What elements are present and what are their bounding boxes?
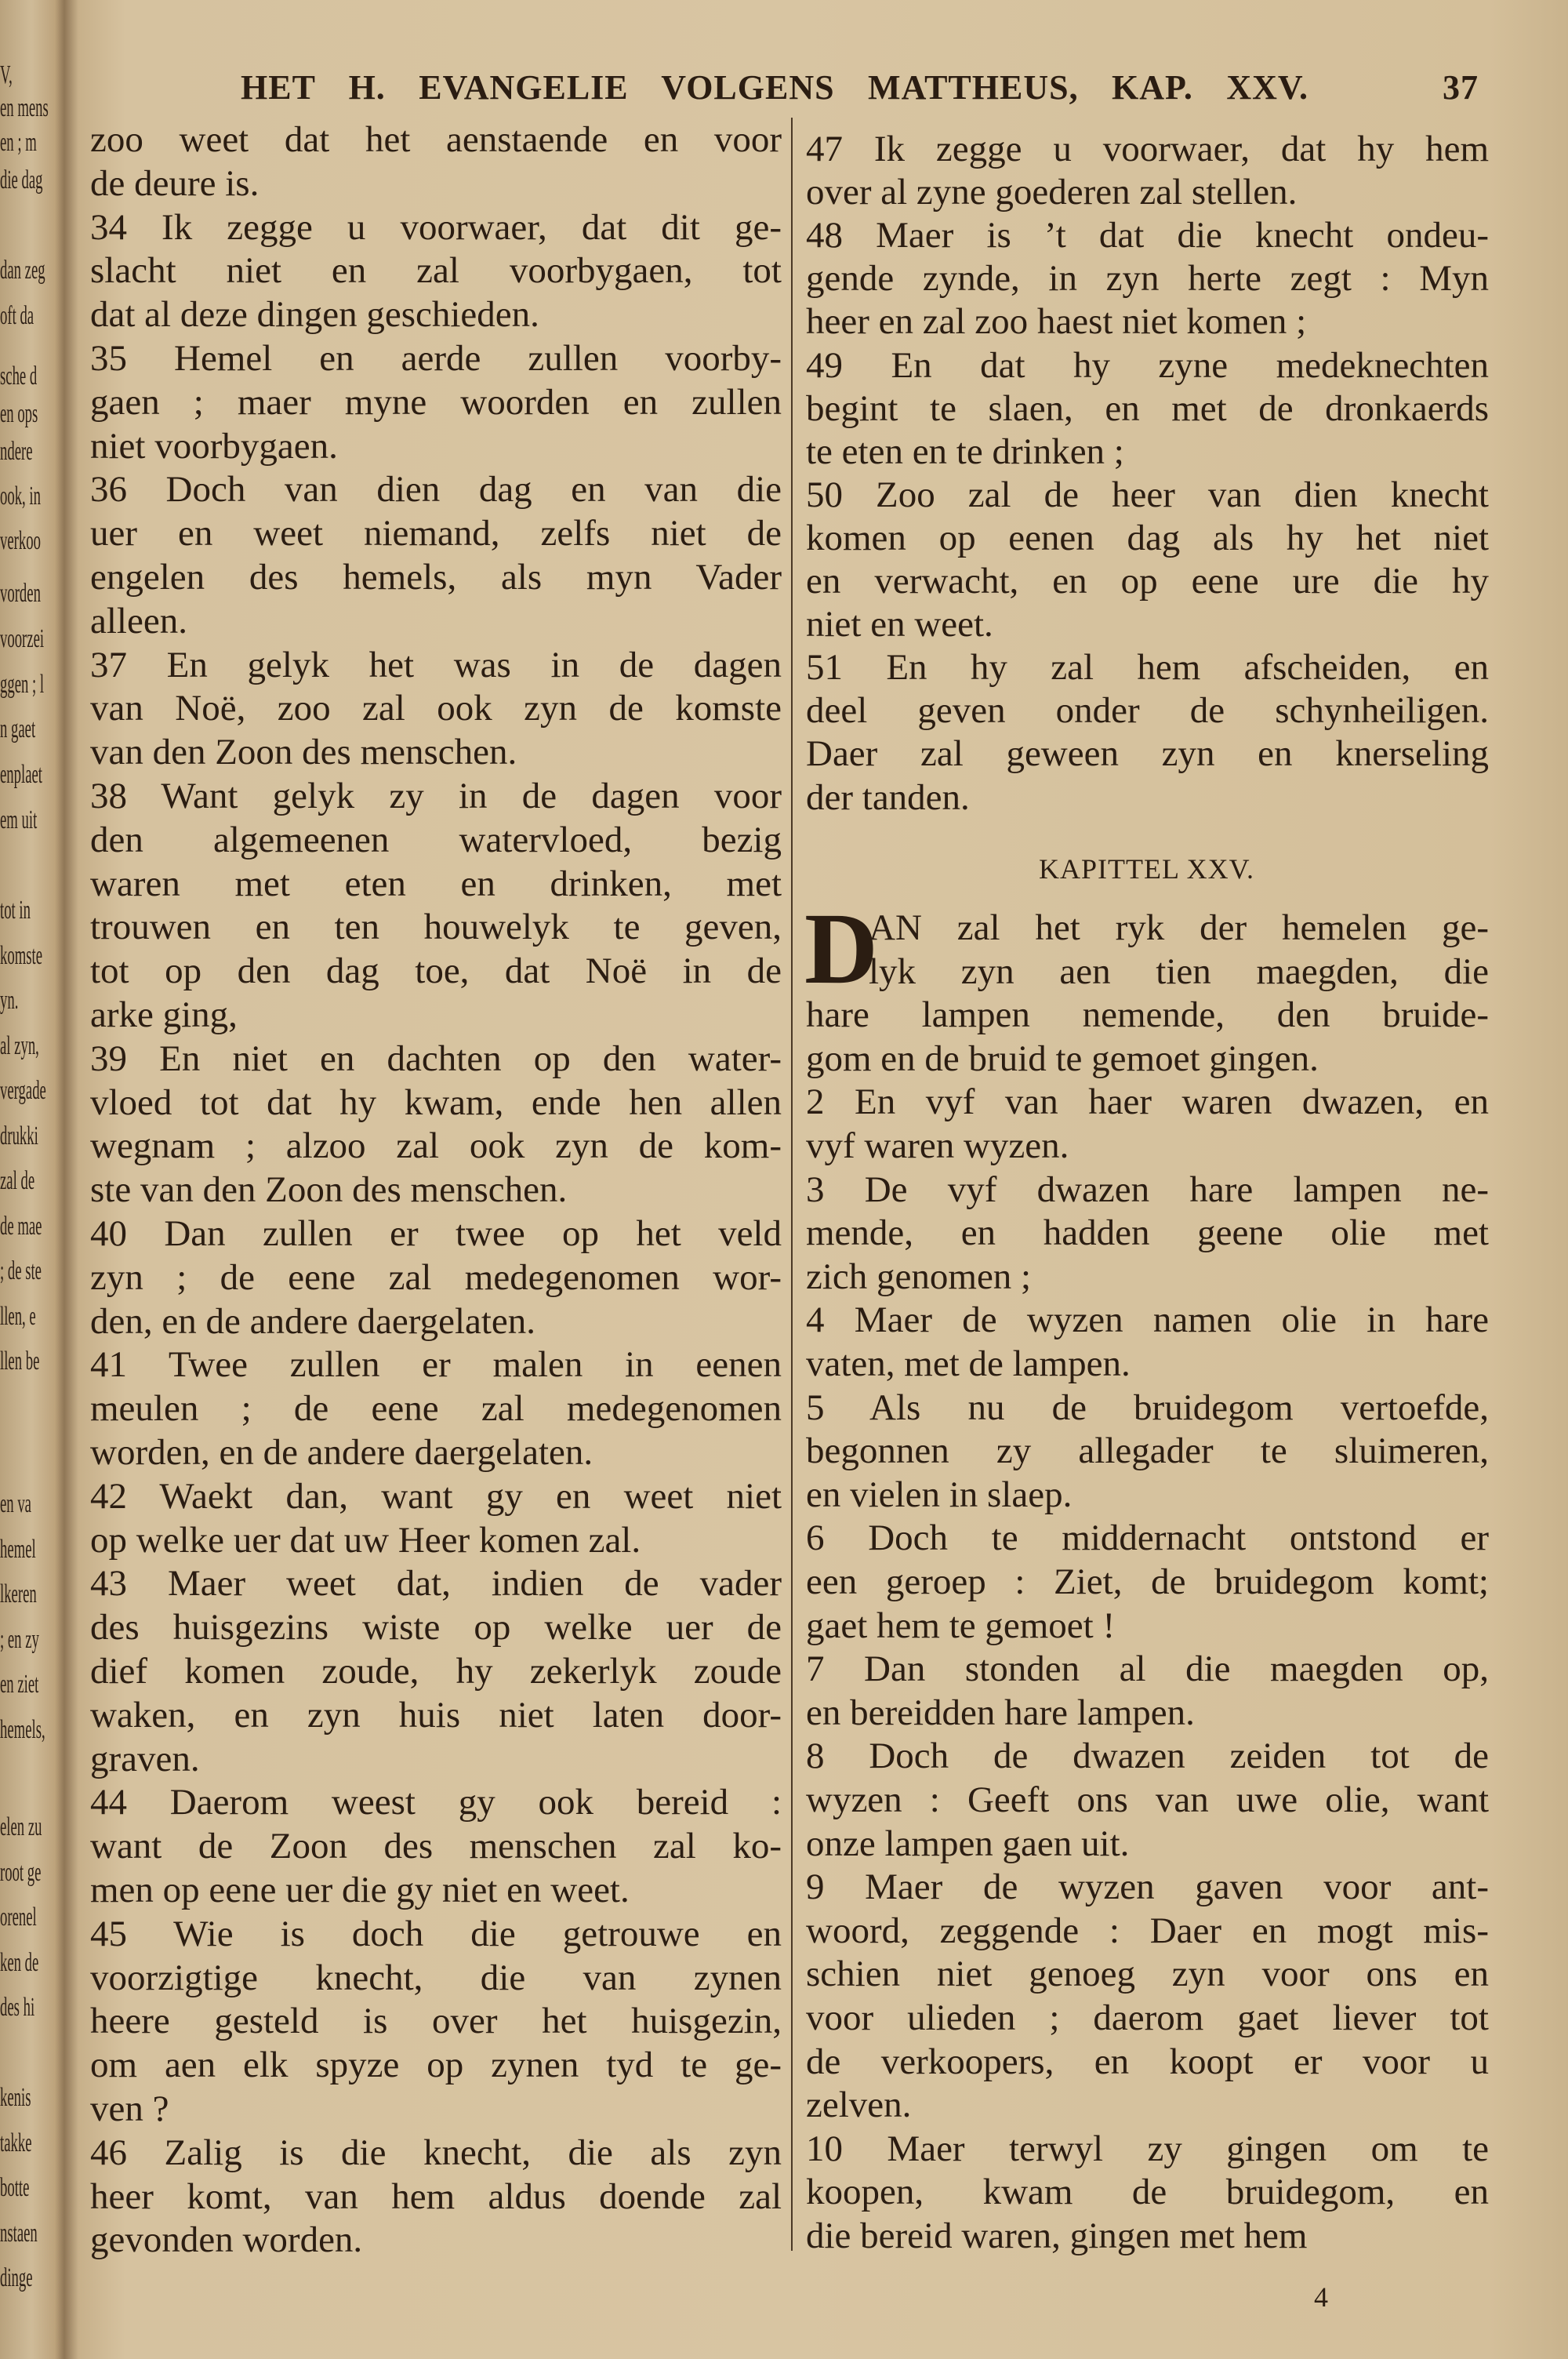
text-line: worden, en de andere daergelaten. [90, 1432, 593, 1473]
verse-line-start: 45 Wie is doch die getrouwe en [90, 1913, 782, 1954]
verse-line-start: 34 Ik zegge u voorwaer, dat dit ge- [90, 206, 782, 248]
facing-page-fragment: llen, e [0, 1302, 36, 1331]
facing-page-fragment: yn. [0, 986, 19, 1015]
facing-page-fragment: die dag [0, 165, 43, 194]
text-line: zyn ; de eene zal medegenomen wor- [90, 1256, 782, 1298]
text-line: gevonden worden. [90, 2219, 363, 2261]
facing-page-fragment: kenis [0, 2083, 31, 2112]
verse-line-start: 5 Als nu de bruidegom vertoefde, [806, 1387, 1489, 1428]
text-line: en vielen in slaep. [806, 1474, 1073, 1515]
text-line: niet voorbygaen. [90, 425, 338, 467]
verse-line-start: 6 Doch te middernacht ontstond er [806, 1518, 1489, 1559]
text-line: arke ging, [90, 994, 238, 1035]
verse-line-start: 3 De vyf dwazen hare lampen ne- [806, 1169, 1489, 1210]
text-line: van Noë, zoo zal ook zyn de komste [90, 688, 782, 729]
facing-page-fragment: vorden [0, 579, 41, 608]
facing-page-fragment: en ops [0, 399, 38, 428]
text-line: slacht niet en zal voorbygaen, tot [90, 250, 782, 292]
text-line: graven. [90, 1738, 200, 1779]
text-line: den, en de andere daergelaten. [90, 1300, 536, 1342]
verse-line-start: 2 En vyf van haer waren dwazen, en [806, 1081, 1489, 1123]
facing-page-fragment: en ; m [0, 128, 37, 157]
verse-line-start: 42 Waekt dan, want gy en weet niet [90, 1475, 782, 1517]
text-line: waren met eten en drinken, met [90, 863, 782, 904]
facing-page-fragment: n gaet [0, 714, 36, 743]
verse-line-start: 40 Dan zullen er twee op het veld [90, 1213, 782, 1254]
facing-page-fragment: takke [0, 2128, 32, 2157]
text-line: uer en weet niemand, zelfs niet de [90, 513, 782, 554]
text-line: op welke uer dat uw Heer komen zal. [90, 1519, 641, 1561]
verse-line-start: 37 En gelyk het was in de dagen [90, 644, 782, 685]
text-line: begint te slaen, en met de dronkaerds [806, 387, 1489, 429]
facing-page-fragment: des hi [0, 1993, 35, 2022]
facing-page-fragment: al zyn, [0, 1031, 39, 1060]
facing-page-fragment: drukki [0, 1121, 38, 1150]
text-line: vyf waren wyzen. [806, 1125, 1069, 1166]
text-line: niet en weet. [806, 604, 993, 645]
verse-line-start: 51 En hy zal hem afscheiden, en [806, 647, 1489, 689]
facing-page-fragment: ndere [0, 437, 33, 466]
text-line: ven ? [90, 2088, 169, 2129]
verse-line-start: 43 Maer weet dat, indien de vader [90, 1563, 782, 1605]
facing-page-fragment: tot in [0, 896, 31, 925]
text-line: engelen des hemels, als myn Vader [90, 557, 782, 598]
text-line: des huisgezins wiste op welke uer de [90, 1607, 782, 1648]
text-line: en bereidden hare lampen. [806, 1692, 1195, 1733]
facing-page-fragment: elen zu [0, 1812, 42, 1841]
verse-line-start: 50 Zoo zal de heer van dien knecht [806, 474, 1489, 515]
facing-page-fragment: en ziet [0, 1670, 39, 1699]
text-line: de deure is. [90, 162, 260, 204]
text-line: tot op den dag toe, dat Noë in de [90, 951, 782, 992]
text-line: die bereid waren, gingen met hem [806, 2215, 1308, 2256]
text-line: der tanden. [806, 776, 970, 818]
verse-line-start: 8 Doch de dwazen zeiden tot de [806, 1736, 1489, 1777]
text-line: voorzigtige knecht, die van zynen [90, 1957, 782, 1998]
facing-page-fragment: hemels, [0, 1715, 45, 1744]
text-line: voor ulieden ; daerom gaet liever tot [806, 1997, 1489, 2038]
text-line: te eten en te drinken ; [806, 431, 1124, 472]
verse-line-start: 48 Maer is ’t dat die knecht ondeu- [806, 215, 1489, 256]
text-line: begonnen zy allegader te sluimeren, [806, 1430, 1489, 1472]
facing-page-fragment: ggen ; l [0, 670, 45, 699]
text-line: alleen. [90, 600, 187, 642]
facing-page-fragment: nstaen [0, 2219, 38, 2248]
facing-page-fragment: sche d [0, 362, 38, 391]
verse-line-start: zoo weet dat het aenstaende en voor [90, 119, 782, 160]
text-line: waken, en zyn huis niet laten door- [90, 1694, 782, 1736]
facing-page-fragment: ; en zy [0, 1625, 39, 1654]
facing-page-fragment: botte [0, 2173, 30, 2202]
facing-page-fragment: hemel [0, 1535, 36, 1564]
facing-page-fragment: voorzei [0, 624, 45, 653]
text-line: mende, en hadden geene olie met [806, 1212, 1489, 1254]
text-line: onze lampen gaen uit. [806, 1823, 1130, 1864]
facing-page-fragment: ook, in [0, 482, 41, 511]
verse-line-start: 49 En dat hy zyne medeknechten [806, 344, 1489, 386]
facing-page-fragment: verkoo [0, 526, 41, 555]
text-line: trouwen en ten houwelyk te geven, [90, 907, 782, 948]
text-line: gende zynde, in zyn herte zegt : Myn [806, 258, 1489, 300]
text-line: de verkoopers, en koopt er voor u [806, 2041, 1489, 2082]
facing-page-fragment: zal de [0, 1166, 35, 1195]
facing-page-fragment: ; de ste [0, 1256, 42, 1285]
facing-page-fragment: lkeren [0, 1579, 37, 1608]
text-line: meulen ; de eene zal medegenomen [90, 1388, 782, 1430]
column-divider [791, 118, 793, 2251]
verse-line-start: 7 Dan stonden al die maegden op, [806, 1648, 1489, 1690]
facing-page-fragment: enplaet [0, 760, 42, 789]
facing-page-fragment: vergade [0, 1076, 46, 1105]
text-line: over al zyne goederen zal stellen. [806, 172, 1298, 213]
text-line: gaet hem te gemoet ! [806, 1605, 1116, 1646]
text-line: heere gesteld is over het huisgezin, [90, 2001, 782, 2042]
facing-page-fragment: oft da [0, 301, 34, 330]
text-line: lyk zyn aen tien maegden, die [869, 951, 1489, 992]
verse-line-start: 41 Twee zullen er malen in eenen [90, 1344, 782, 1386]
text-line: om aen elk spyze op zynen tyd te ge- [90, 2045, 782, 2086]
text-line: zelven. [806, 2085, 912, 2126]
text-line: gom en de bruid te gemoet gingen. [806, 1038, 1319, 1079]
verse-line-start: AN zal het ryk der hemelen ge- [869, 907, 1489, 948]
facing-page-fragment: root ge [0, 1858, 42, 1887]
text-line: koopen, kwam de bruidegom, en [806, 2172, 1489, 2213]
verse-line-start: 47 Ik zegge u voorwaer, dat hy hem [806, 129, 1489, 169]
facing-page-fragment: orenel [0, 1903, 37, 1932]
facing-page-fragment: llen be [0, 1347, 40, 1376]
text-line: en verwacht, en op eene ure die hy [806, 561, 1489, 602]
verse-line-start: 35 Hemel en aerde zullen voorby- [90, 338, 782, 379]
facing-page-fragment: en mens [0, 93, 49, 122]
text-line: woord, zeggende : Daer en mogt mis- [806, 1910, 1489, 1951]
verse-line-start: 39 En niet en dachten op den water- [90, 1038, 782, 1079]
drop-cap: D [804, 892, 878, 1005]
text-line: dief komen zoude, hy zekerlyk zoude [90, 1651, 782, 1692]
page-number: 37 [1443, 68, 1479, 107]
text-line: want de Zoon des menschen zal ko- [90, 1826, 782, 1867]
text-line: men op eene uer die gy niet en weet. [90, 1870, 630, 1910]
text-line: deel geven onder de schynheiligen. [806, 690, 1489, 732]
signature-mark: 4 [1314, 2281, 1328, 2313]
text-line: Daer zal geween zyn en knerseling [806, 733, 1489, 775]
text-line: hare lampen nemende, den bruide- [806, 994, 1489, 1036]
facing-page-fragment: en va [0, 1489, 31, 1518]
facing-page-fragment: komste [0, 941, 43, 970]
verse-line-start: 36 Doch van dien dag en van die [90, 469, 782, 511]
text-line: wyzen : Geeft ons van uwe olie, want [806, 1779, 1489, 1820]
verse-line-start: 46 Zalig is die knecht, die als zyn [90, 2132, 782, 2173]
text-line: komen op eenen dag als hy het niet [806, 517, 1489, 558]
verse-line-start: 10 Maer terwyl zy gingen om te [806, 2128, 1489, 2169]
text-line: van den Zoon des menschen. [90, 732, 517, 773]
text-line: dat al deze dingen geschieden. [90, 294, 539, 336]
text-line: een geroep : Ziet, de bruidegom komt; [806, 1561, 1489, 1602]
chapter-heading: KAPITTEL XXV. [1039, 853, 1254, 885]
text-line: heer en zal zoo haest niet komen ; [806, 301, 1307, 343]
verse-line-start: 9 Maer de wyzen gaven voor ant- [806, 1866, 1489, 1908]
text-line: vaten, met de lampen. [806, 1343, 1131, 1384]
text-line: ste van den Zoon des menschen. [90, 1169, 568, 1211]
facing-page-fragment: em uit [0, 805, 38, 834]
facing-page-fragment: de mae [0, 1212, 42, 1241]
verse-line-start: 38 Want gelyk zy in de dagen voor [90, 776, 782, 816]
text-line: vloed tot dat hy kwam, ende hen allen [90, 1081, 782, 1123]
text-line: heer komt, van hem aldus doende zal [90, 2175, 782, 2217]
text-line: gaen ; maer myne woorden en zullen [90, 381, 782, 423]
text-line: zich genomen ; [806, 1256, 1032, 1297]
verse-line-start: 44 Daerom weest gy ook bereid : [90, 1782, 782, 1823]
text-line: wegnam ; alzoo zal ook zyn de kom- [90, 1125, 782, 1167]
text-line: den algemeenen watervloed, bezig [90, 819, 782, 860]
verse-line-start: 4 Maer de wyzen namen olie in hare [806, 1299, 1489, 1341]
facing-page-fragment: dan zeg [0, 256, 45, 285]
text-line: schien niet genoeg zyn voor ons en [806, 1954, 1489, 1995]
facing-page-fragment: V, [0, 60, 13, 89]
facing-page-fragment: dinge [0, 2263, 33, 2292]
facing-page-fragment: ken de [0, 1948, 39, 1977]
running-header-title: HET H. EVANGELIE VOLGENS MATTHEUS, KAP. XXV. [241, 68, 1308, 107]
